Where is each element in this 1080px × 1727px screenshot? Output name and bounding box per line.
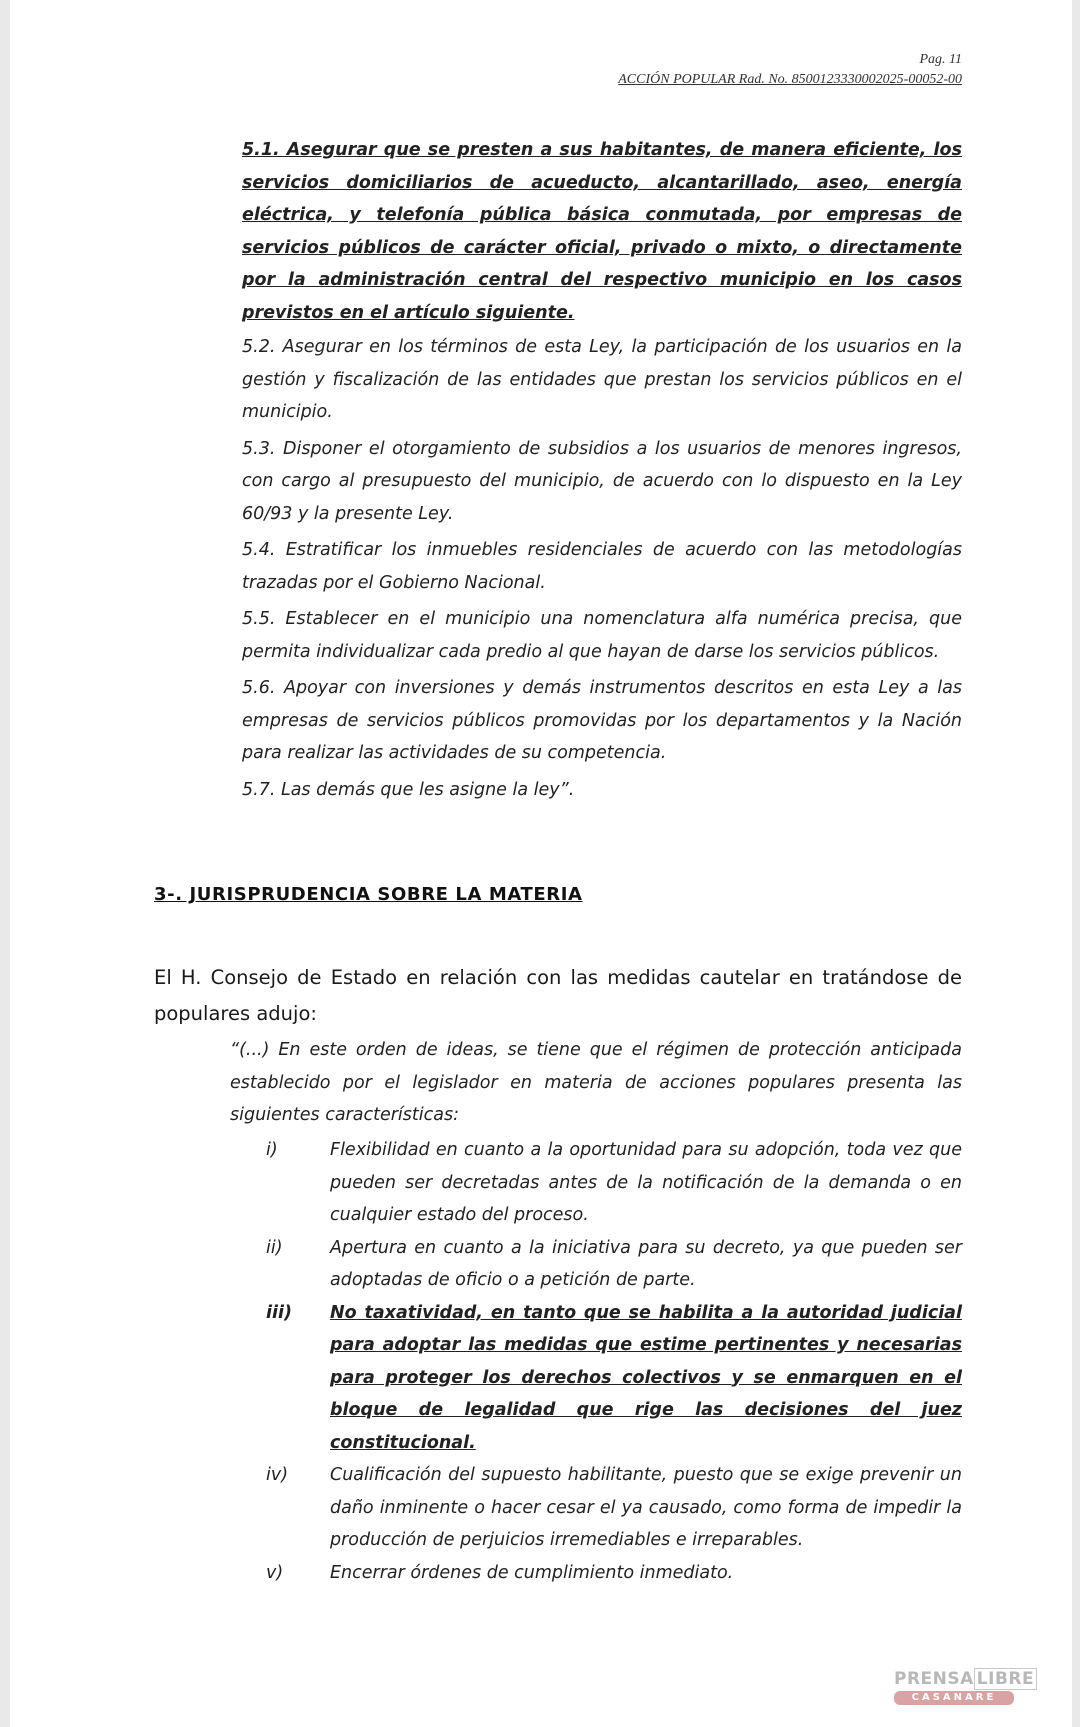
law-item-5-1: 5.1. Asegurar que se presten a sus habitantes, de manera eficiente, los servicios domiciliarios de acueducto, alcantarillado, aseo, energía eléctrica, y telefonía pública básica conmutada, por empresas de servicios públicos de carácter oficial, privado o mixto, o directamente por la administración central del respectivo municipio en los casos previstos en el artículo siguiente. — [242, 140, 962, 323]
section-title: 3-. JURISPRUDENCIA SOBRE LA MATERIA — [154, 884, 583, 905]
case-reference: ACCIÓN POPULAR Rad. No. 8500123330002025-00052-00 — [618, 72, 962, 87]
item-number: i) — [266, 1140, 278, 1160]
law-item-5-2: 5.2. Asegurar en los términos de esta Ley, la participación de los usuarios en la gestión y fiscalización de las entidades que prestan los servicios públicos en el municipio. — [242, 337, 962, 422]
characteristic-item-highlighted — [266, 1297, 962, 1460]
page-number: Pag. 11 — [919, 52, 962, 67]
item-number: iii) — [266, 1302, 292, 1323]
law-item-5-3: 5.3. Disponer el otorgamiento de subsidios a los usuarios de menores ingresos, con cargo al presupuesto del municipio, de acuerdo con lo dispuesto en la Ley 60/93 y la presente Ley. — [242, 438, 962, 524]
characteristic-item — [266, 1557, 962, 1590]
characteristic-item — [266, 1134, 962, 1232]
page-header — [618, 50, 962, 90]
law-item-5-5: 5.5. Establecer en el municipio una nomenclatura alfa numérica precisa, que permita individualizar cada predio al que hayan de darse los servicios públicos. — [242, 609, 962, 662]
item-number: iv) — [266, 1465, 289, 1485]
watermark-brand-c: CASANARE — [894, 1691, 1014, 1705]
law-item-5-7: 5.7. Las demás que les asigne la ley”. — [242, 779, 575, 800]
document-page — [10, 0, 1072, 1727]
law-item-5-4: 5.4. Estratificar los inmuebles residenciales de acuerdo con las metodologías trazadas por el Gobierno Nacional. — [242, 540, 962, 593]
watermark-brand-a: PRENSA — [894, 1669, 974, 1689]
intro-paragraph: El H. Consejo de Estado en relación con las medidas cautelar en tratándose de populares adujo: — [154, 966, 962, 1025]
item-text: Cualificación del supuesto habilitante, puesto que se exige prevenir un daño inminente o hacer cesar el ya causado, como forma de impedir la producción de perjuicios irremediables e irreparables. — [330, 1465, 962, 1550]
item-text: Encerrar órdenes de cumplimiento inmediato. — [330, 1562, 734, 1583]
watermark-brand-b: LIBRE — [974, 1668, 1037, 1690]
characteristic-item — [266, 1232, 962, 1297]
item-text: Flexibilidad en cuanto a la oportunidad para su adopción, toda vez que pueden ser decretadas antes de la notificación de la demanda o en cualquier estado del proceso. — [330, 1140, 962, 1225]
law-item-5-6: 5.6. Apoyar con inversiones y demás instrumentos descritos en esta Ley a las empresas de servicios públicos promovidas por los departamentos y la Nación para realizar las actividades de su competencia. — [242, 678, 962, 763]
watermark-logo — [894, 1669, 1035, 1705]
quote-intro: “(...) En este orden de ideas, se tiene que el régimen de protección anticipada establecido por el legislador en materia de acciones populares presenta las siguientes características: — [230, 1040, 962, 1125]
characteristic-item — [266, 1459, 962, 1557]
item-text: No taxatividad, en tanto que se habilita a la autoridad judicial para adoptar las medidas que estime pertinentes y necesarias para proteger los derechos colectivos y se enmarquen en el bloque de legalidad que rige las decisiones del juez constitucional. — [330, 1302, 962, 1453]
law-article-list — [242, 134, 962, 810]
item-number: ii) — [266, 1237, 283, 1258]
item-text: Apertura en cuanto a la iniciativa para su decreto, ya que pueden ser adoptadas de oficio o a petición de parte. — [330, 1237, 962, 1290]
item-number: v) — [266, 1562, 284, 1583]
characteristics-list — [266, 1134, 962, 1589]
